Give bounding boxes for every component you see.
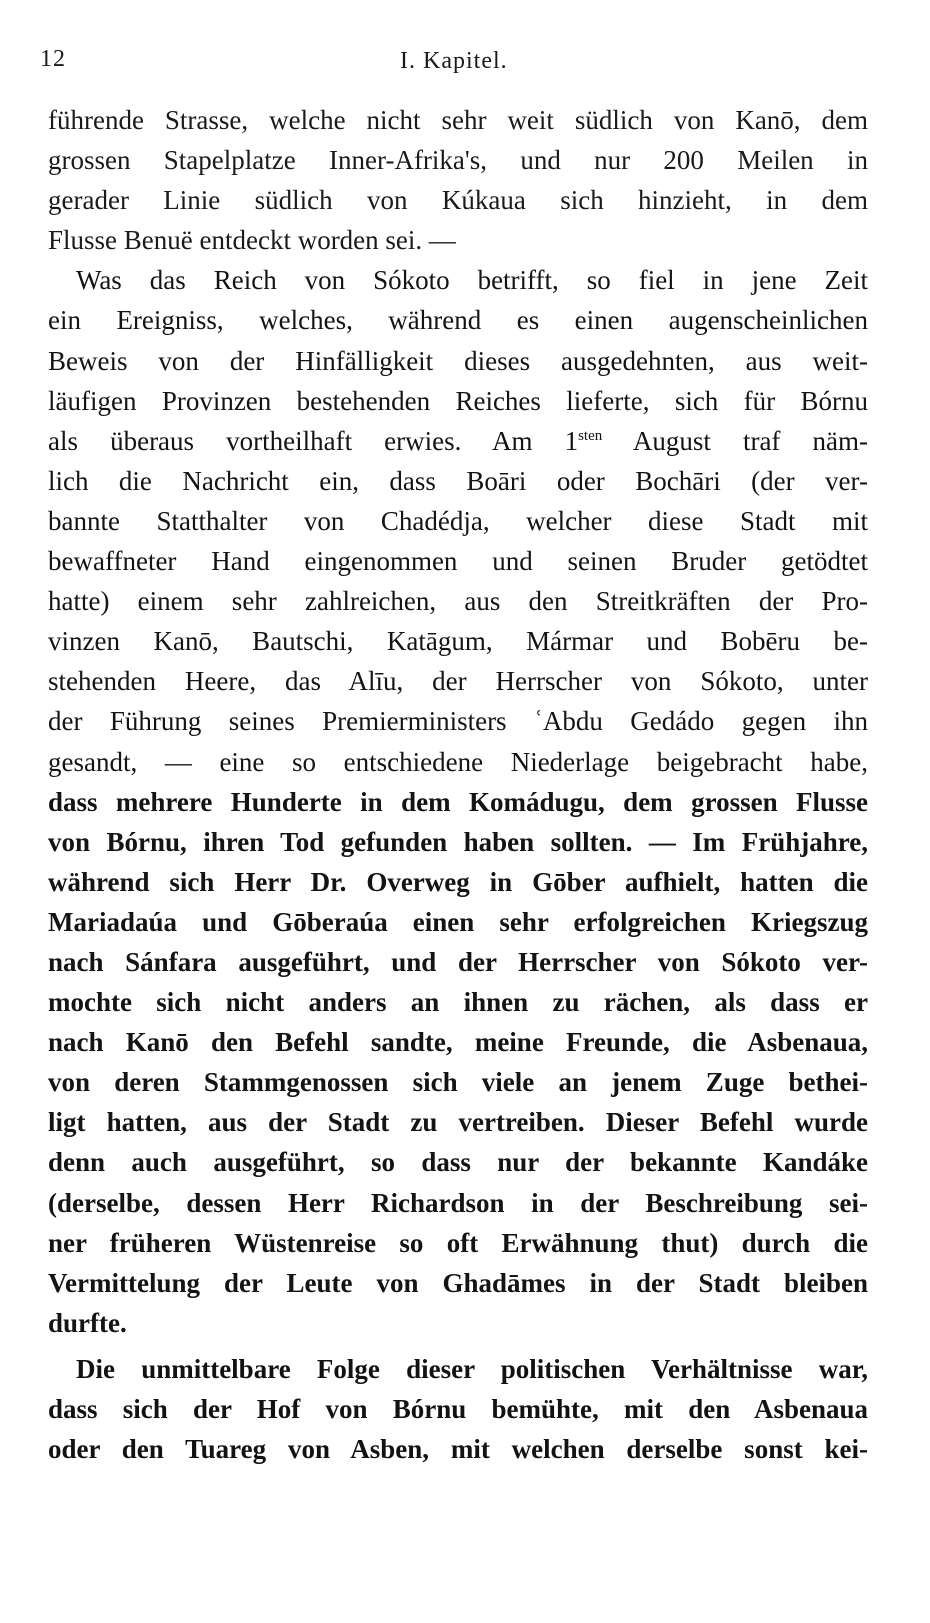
- text-line: während sich Herr Dr. Overweg in Gōber aufhielt, hatten die: [48, 866, 868, 897]
- text-line: dass mehrere Hunderte in dem Komádugu, dem grossen Flusse: [48, 786, 868, 817]
- text-line: nach Sánfara ausgeführt, und der Herrscher von Sókoto ver-: [48, 946, 868, 977]
- paragraph-1: [48, 100, 868, 260]
- text-line: bewaffneter Hand eingenommen und seinen Bruder getödtet: [48, 546, 868, 577]
- text-line: (derselbe, dessen Herr Richardson in der Beschreibung sei-: [48, 1187, 868, 1218]
- text-line: oder den Tuareg von Asben, mit welchen derselbe sonst kei-: [48, 1434, 868, 1465]
- text-line: läufigen Provinzen bestehenden Reiches lieferte, sich für Bórnu: [48, 385, 868, 416]
- text-line: lich die Nachricht ein, dass Boāri oder Bochāri (der ver-: [48, 465, 868, 496]
- text-line: gerader Linie südlich von Kúkaua sich hinzieht, in dem: [48, 185, 868, 216]
- text-line: Was das Reich von Sókoto betrifft, so fiel in jene Zeit: [76, 265, 868, 296]
- text-line: vinzen Kanō, Bautschi, Katāgum, Mármar und Bobēru be-: [48, 626, 868, 657]
- text-line: Flusse Benuë entdeckt worden sei. —: [48, 225, 456, 256]
- superscript: sten: [578, 427, 603, 444]
- text-line: mochte sich nicht anders an ihnen zu rächen, als dass er: [48, 987, 868, 1018]
- text-fragment: als überaus vortheilhaft erwies. Am 1: [48, 425, 579, 456]
- page-header: [40, 46, 870, 86]
- text-line: Vermittelung der Leute von Ghadāmes in der Stadt bleiben: [48, 1267, 868, 1298]
- text-line: grossen Stapelplatze Inner-Afrika's, und nur 200 Meilen in: [48, 145, 868, 176]
- text-line: nach Kanō den Befehl sandte, meine Freunde, die Asbenaua,: [48, 1027, 868, 1058]
- text-line: hatte) einem sehr zahlreichen, aus den Streitkräften der Pro-: [48, 586, 868, 617]
- text-line: von Bórnu, ihren Tod gefunden haben sollten. — Im Frühjahre,: [48, 826, 868, 857]
- text-line: durfte.: [48, 1307, 127, 1338]
- page-body: [48, 100, 868, 1469]
- text-line: Die unmittelbare Folge dieser politischen Verhältnisse war,: [76, 1353, 868, 1384]
- text-line: führende Strasse, welche nicht sehr weit südlich von Kanō, dem: [48, 105, 868, 135]
- paragraph-2: [48, 260, 868, 1343]
- text-line: dass sich der Hof von Bórnu bemühte, mit den Asbenaua: [48, 1394, 868, 1424]
- text-line: denn auch ausgeführt, so dass nur der bekannte Kandáke: [48, 1147, 868, 1178]
- text-line: Mariadaúa und Gōberaúa einen sehr erfolgreichen Kriegszug: [48, 906, 868, 937]
- text-line: stehenden Heere, das Alīu, der Herrscher von Sókoto, unter: [48, 666, 868, 697]
- text-line: ner früheren Wüstenreise so oft Erwähnung thut) durch die: [48, 1227, 868, 1258]
- page-number: 12: [40, 46, 66, 72]
- text-line: von deren Stammgenossen sich viele an jenem Zuge bethei-: [48, 1067, 868, 1098]
- paragraph-3: [48, 1349, 868, 1469]
- text-line: gesandt, — eine so entschiedene Niederlage beigebracht habe,: [48, 746, 868, 777]
- text-line-with-superscript: [48, 421, 868, 461]
- text-line: bannte Statthalter von Chadédja, welcher diese Stadt mit: [48, 505, 868, 536]
- text-line: der Führung seines Premierministers ʿAbdu Gedádo gegen ihn: [48, 706, 868, 737]
- text-line: ein Ereigniss, welches, während es einen augenscheinlichen: [48, 305, 868, 336]
- text-line: Beweis von der Hinfälligkeit dieses ausgedehnten, aus weit-: [48, 345, 868, 376]
- running-head: I. Kapitel.: [400, 48, 508, 74]
- text-fragment: August traf näm-: [602, 425, 868, 456]
- text-line: ligt hatten, aus der Stadt zu vertreiben. Dieser Befehl wurde: [48, 1107, 868, 1138]
